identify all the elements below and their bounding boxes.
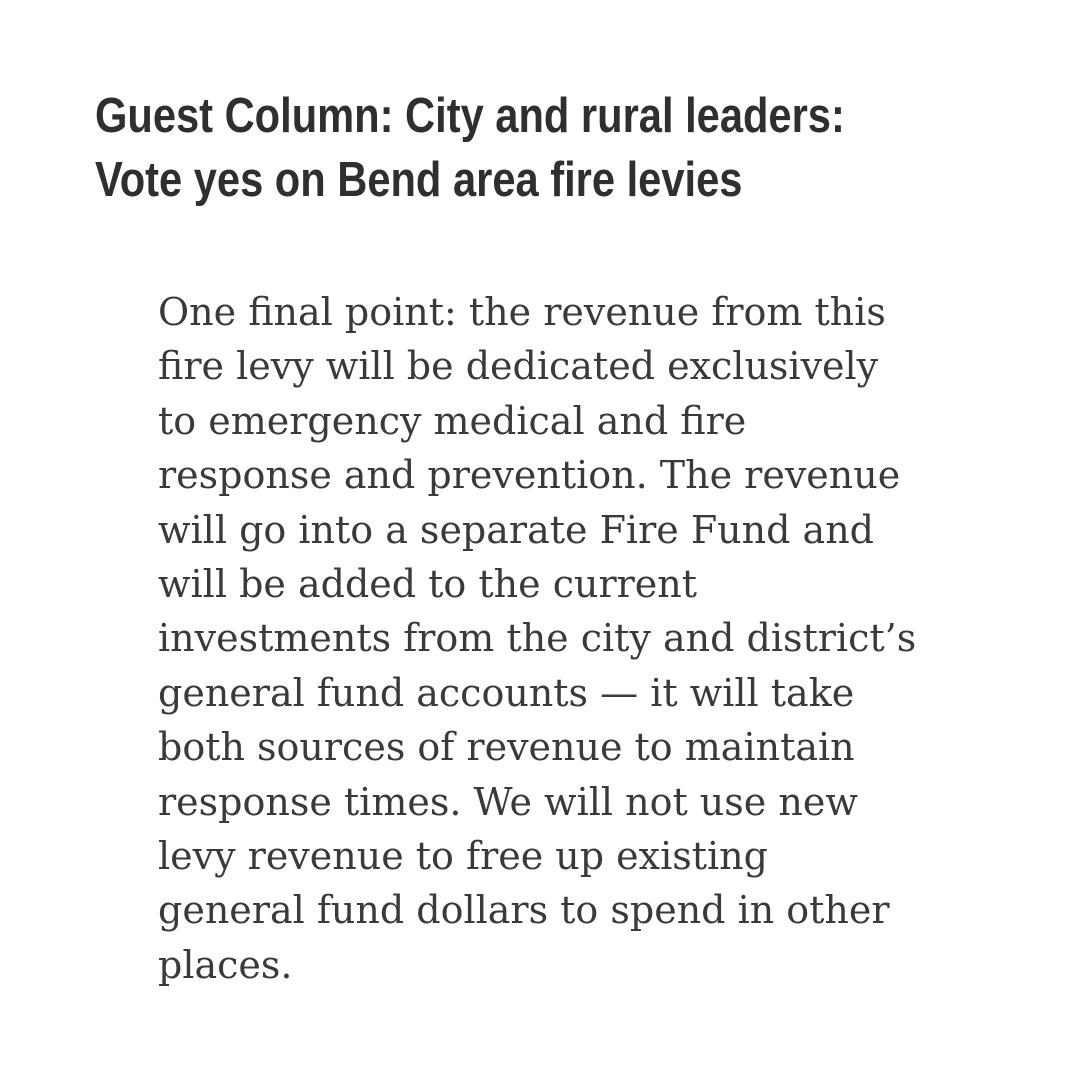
paragraph-line: [158, 339, 978, 393]
paragraph-line: [158, 557, 978, 611]
paragraph-line-text: We will not use new: [461, 779, 858, 824]
paragraph-line: [158, 448, 978, 502]
headline-line-2: Vote yes on Bend area fire levies: [95, 153, 743, 207]
paragraph-line: [158, 883, 978, 937]
paragraph-line: [158, 611, 978, 665]
paragraph-line: [158, 775, 978, 829]
paragraph-line-text: One final point: the revenue from this: [158, 290, 886, 334]
paragraph-line: [158, 720, 978, 774]
paragraph-line-text: will be added to the current: [158, 561, 698, 606]
highlighted-text: response times.: [158, 779, 462, 824]
article-headline: [95, 84, 860, 212]
highlighted-text: both sources of revenue to maintain: [158, 725, 855, 770]
paragraph-line: [158, 394, 978, 448]
paragraph-line-text: fire levy will be dedicated exclusively: [158, 344, 879, 389]
paragraph-line: [158, 938, 978, 992]
paragraph-line-text: response and prevention. The revenue: [158, 453, 901, 498]
paragraph-line-text: investments from the city and district’s: [158, 616, 917, 661]
article-paragraph: [158, 285, 978, 992]
paragraph-line-text: places.: [158, 942, 293, 987]
paragraph-line: [158, 503, 978, 557]
paragraph-line: [158, 829, 978, 883]
headline-line-1: Guest Column: City and rural leaders:: [95, 89, 845, 143]
paragraph-line-text: general fund dollars to spend in other: [158, 888, 890, 933]
paragraph-line: [158, 666, 978, 720]
paragraph-line: [158, 285, 978, 339]
highlighted-text: it will take: [650, 670, 855, 715]
paragraph-line-text: to emergency medical and fire: [158, 398, 747, 443]
paragraph-line-text: will go into a separate Fire Fund and: [158, 507, 874, 552]
paragraph-line-text: general fund accounts —: [158, 670, 651, 715]
paragraph-line-text: levy revenue to free up existing: [158, 833, 768, 878]
